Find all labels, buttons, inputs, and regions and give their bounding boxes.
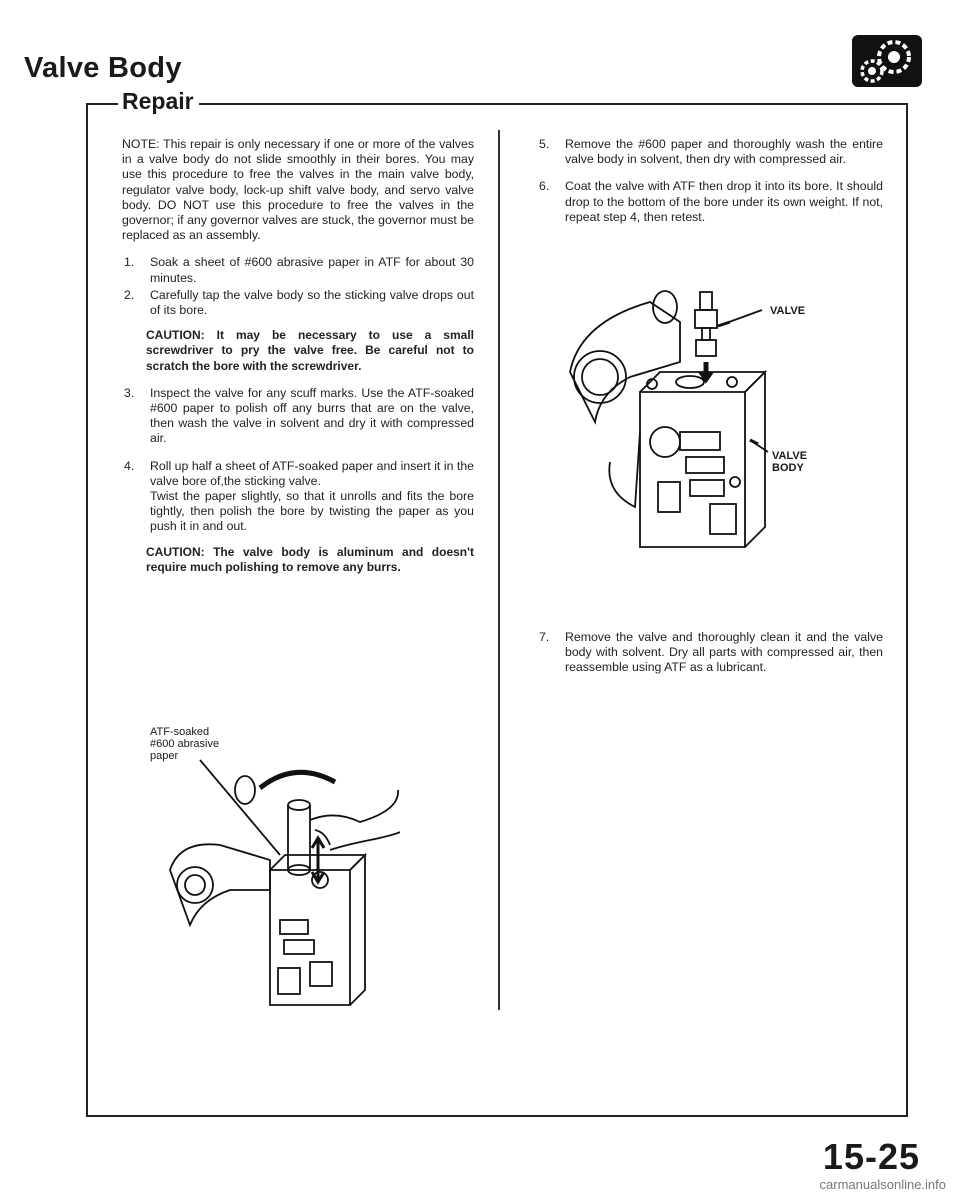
figure-label-line: VALVE: [772, 450, 808, 462]
valve-insertion-illustration: [540, 282, 860, 552]
step-text-part-2: Twist the paper slightly, so that it unrolls and fits the bore tightly, then polish the bore by twisting the paper as you push it in and out.: [150, 489, 474, 534]
step-number: 3.: [124, 385, 135, 400]
page-title: Valve Body: [24, 52, 182, 84]
right-column-bottom: [537, 630, 883, 678]
figure-label-line: paper: [150, 750, 179, 762]
caution-screwdriver: CAUTION: It may be necessary to use a small screwdriver to pry the valve free. Be careful not to scratch the bore with the screwdriver.: [146, 328, 474, 373]
transmission-gears-icon: [852, 35, 922, 87]
section-title: Repair: [118, 88, 199, 115]
step-6: [537, 179, 883, 225]
step-3: [122, 386, 474, 447]
figure-label-line: #600 abrasive: [150, 738, 220, 750]
figure-label-valve: VALVE: [770, 305, 806, 317]
step-2: [122, 288, 474, 318]
step-number: 4.: [124, 458, 135, 473]
step-4: [122, 459, 474, 535]
step-number: 6.: [539, 179, 550, 194]
left-column: [122, 137, 474, 587]
step-number: 7.: [539, 630, 550, 644]
step-1: [122, 255, 474, 285]
step-text: [150, 459, 474, 535]
step-text: Coat the valve with ATF then drop it into its bore. It should drop to the bottom of the bore under its own weight. If not, repeat step 4, then retest.: [565, 179, 883, 224]
column-divider: [498, 130, 500, 1010]
step-7: [537, 630, 883, 676]
right-column-top: [537, 137, 883, 227]
step-text: Carefully tap the valve body so the sticking valve drops out of its bore.: [150, 287, 474, 318]
step-text: Soak a sheet of #600 abrasive paper in ATF for about 30 minutes.: [150, 255, 474, 285]
step-text: Remove the #600 paper and thoroughly wash the entire valve body in solvent, then dry with compressed air.: [565, 137, 883, 167]
page-number: 15-25: [822, 1136, 920, 1177]
step-5: [537, 137, 883, 167]
watermark: carmanualsonline.info: [819, 1177, 946, 1192]
step-text: Remove the valve and thoroughly clean it and the valve body with solvent. Dry all parts with compressed air, then reassemble using ATF as a lubricant.: [565, 630, 883, 675]
figure-label-valve-body: [772, 450, 807, 474]
figure-label-line: BODY: [772, 462, 804, 474]
step-number: 2.: [124, 287, 135, 302]
valve-body-polishing-illustration: [160, 750, 400, 1020]
note-paragraph: NOTE: This repair is only necessary if one or more of the valves in a valve body do not slide smoothly in their bores. You may use this procedure to free the valves in the main valve body, regulator valve body, lock-up shift valve body, and servo valve body. DO NOT use this procedure to free the valves in the governor; if any governor valves are stuck, the governor must be replaced as an assembly.: [122, 137, 474, 243]
step-number: 5.: [539, 137, 550, 151]
caution-aluminum: CAUTION: The valve body is aluminum and doesn't require much polishing to remove any burrs.: [146, 544, 474, 574]
step-text: Inspect the valve for any scuff marks. Use the ATF-soaked #600 paper to polish off any burrs that are on the valve, then wash the valve in solvent and dry it with compressed air.: [150, 385, 474, 446]
step-number: 1.: [124, 255, 135, 270]
step-text-part-1: Roll up half a sheet of ATF-soaked paper and insert it in the valve bore of,the sticking valve.: [150, 458, 474, 488]
figure-label-line: ATF-soaked: [150, 726, 210, 738]
